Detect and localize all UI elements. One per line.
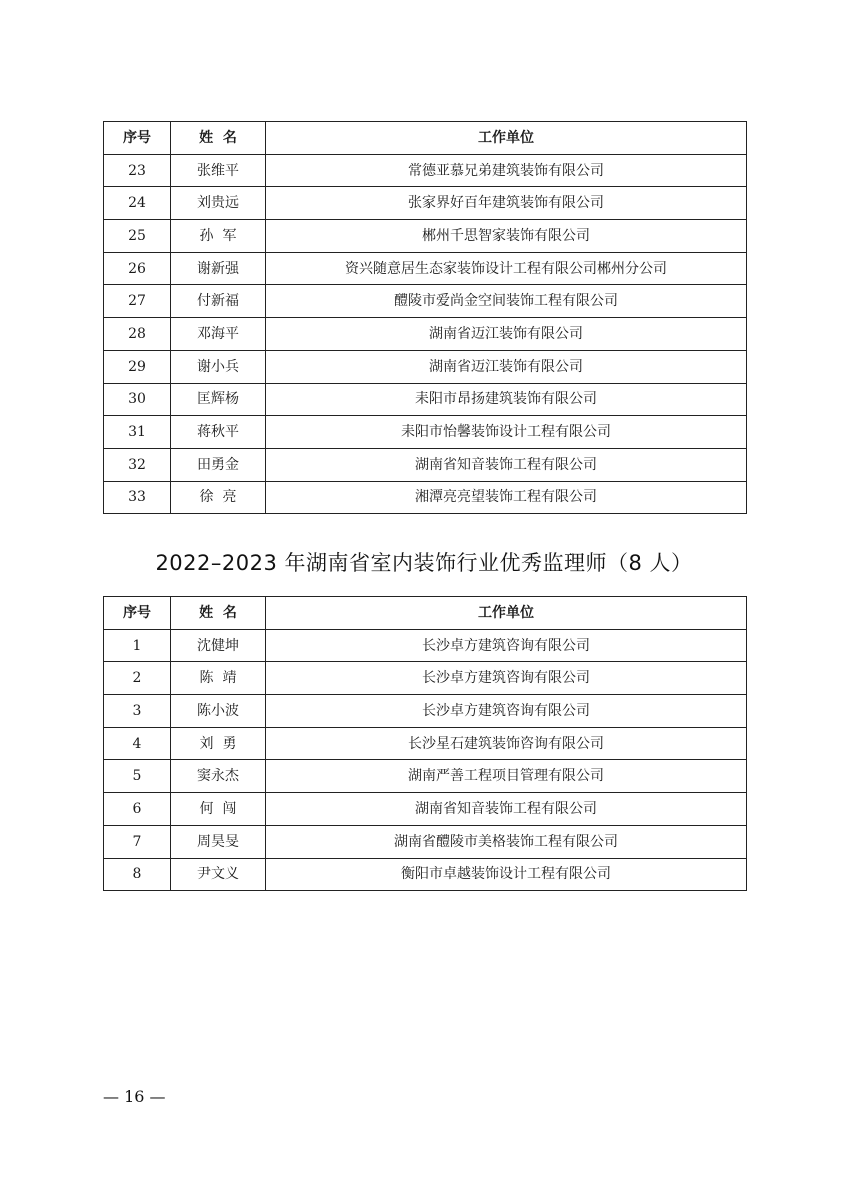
- column-header-organization: 工作单位: [266, 122, 747, 155]
- cell-number: 1: [104, 629, 171, 662]
- cell-name: 张维平: [171, 154, 266, 187]
- cell-name: 邓海平: [171, 318, 266, 351]
- cell-organization: 张家界好百年建筑装饰有限公司: [266, 187, 747, 220]
- cell-organization: 长沙星石建筑装饰咨询有限公司: [266, 727, 747, 760]
- table-row: [104, 220, 747, 253]
- cell-organization: 郴州千思智家装饰有限公司: [266, 220, 747, 253]
- cell-name: 徐 亮: [171, 481, 266, 514]
- cell-number: 4: [104, 727, 171, 760]
- cell-organization: 耒阳市昂扬建筑装饰有限公司: [266, 383, 747, 416]
- table-row: [104, 154, 747, 187]
- cell-organization: 长沙卓方建筑咨询有限公司: [266, 695, 747, 728]
- cell-organization: 耒阳市怡馨装饰设计工程有限公司: [266, 416, 747, 449]
- cell-number: 27: [104, 285, 171, 318]
- cell-name: 窦永杰: [171, 760, 266, 793]
- cell-number: 32: [104, 448, 171, 481]
- cell-number: 30: [104, 383, 171, 416]
- cell-organization: 湖南省迈江装饰有限公司: [266, 318, 747, 351]
- table-row: [104, 252, 747, 285]
- cell-number: 3: [104, 695, 171, 728]
- table-header-row: [104, 597, 747, 630]
- roster-table-supervisors: [103, 596, 747, 891]
- cell-number: 28: [104, 318, 171, 351]
- cell-name: 尹文义: [171, 858, 266, 891]
- cell-organization: 湘潭亮亮望装饰工程有限公司: [266, 481, 747, 514]
- cell-number: 33: [104, 481, 171, 514]
- cell-name: 周昊旻: [171, 825, 266, 858]
- column-header-number: 序号: [104, 122, 171, 155]
- cell-name: 陈小波: [171, 695, 266, 728]
- cell-organization: 常德亚慕兄弟建筑装饰有限公司: [266, 154, 747, 187]
- cell-number: 29: [104, 350, 171, 383]
- column-header-number: 序号: [104, 597, 171, 630]
- page-number: — 16 —: [103, 1087, 166, 1106]
- table-row: [104, 285, 747, 318]
- cell-organization: 衡阳市卓越装饰设计工程有限公司: [266, 858, 747, 891]
- cell-name: 谢小兵: [171, 350, 266, 383]
- cell-organization: 长沙卓方建筑咨询有限公司: [266, 629, 747, 662]
- cell-name: 匡辉杨: [171, 383, 266, 416]
- cell-name: 孙 军: [171, 220, 266, 253]
- table-row: [104, 448, 747, 481]
- cell-organization: 湖南省迈江装饰有限公司: [266, 350, 747, 383]
- cell-name: 陈 靖: [171, 662, 266, 695]
- table-row: [104, 350, 747, 383]
- cell-number: 23: [104, 154, 171, 187]
- cell-name: 何 闯: [171, 793, 266, 826]
- table-header-row: [104, 122, 747, 155]
- table-row: [104, 695, 747, 728]
- table-row: [104, 383, 747, 416]
- table-row: [104, 662, 747, 695]
- table-row: [104, 416, 747, 449]
- roster-table-continued: [103, 121, 747, 514]
- cell-number: 6: [104, 793, 171, 826]
- table-row: [104, 481, 747, 514]
- cell-number: 8: [104, 858, 171, 891]
- cell-organization: 湖南省知音装饰工程有限公司: [266, 793, 747, 826]
- cell-number: 31: [104, 416, 171, 449]
- cell-organization: 资兴随意居生态家装饰设计工程有限公司郴州分公司: [266, 252, 747, 285]
- cell-name: 刘 勇: [171, 727, 266, 760]
- cell-name: 沈健坤: [171, 629, 266, 662]
- cell-organization: 湖南严善工程项目管理有限公司: [266, 760, 747, 793]
- section-title-supervisors: 2022–2023 年湖南省室内装饰行业优秀监理师（8 人）: [155, 551, 693, 575]
- table-row: [104, 187, 747, 220]
- cell-name: 刘贵远: [171, 187, 266, 220]
- cell-name: 付新福: [171, 285, 266, 318]
- cell-number: 26: [104, 252, 171, 285]
- column-header-name: 姓 名: [171, 122, 266, 155]
- table-row: [104, 318, 747, 351]
- table-row: [104, 858, 747, 891]
- cell-number: 2: [104, 662, 171, 695]
- table-row: [104, 629, 747, 662]
- table-row: [104, 727, 747, 760]
- cell-number: 7: [104, 825, 171, 858]
- column-header-organization: 工作单位: [266, 597, 747, 630]
- column-header-name: 姓 名: [171, 597, 266, 630]
- cell-name: 蒋秋平: [171, 416, 266, 449]
- cell-organization: 醴陵市爱尚金空间装饰工程有限公司: [266, 285, 747, 318]
- table-row: [104, 793, 747, 826]
- cell-name: 谢新强: [171, 252, 266, 285]
- cell-organization: 长沙卓方建筑咨询有限公司: [266, 662, 747, 695]
- cell-number: 24: [104, 187, 171, 220]
- cell-organization: 湖南省醴陵市美格装饰工程有限公司: [266, 825, 747, 858]
- table-row: [104, 825, 747, 858]
- cell-number: 25: [104, 220, 171, 253]
- cell-name: 田勇金: [171, 448, 266, 481]
- cell-number: 5: [104, 760, 171, 793]
- cell-organization: 湖南省知音装饰工程有限公司: [266, 448, 747, 481]
- table-row: [104, 760, 747, 793]
